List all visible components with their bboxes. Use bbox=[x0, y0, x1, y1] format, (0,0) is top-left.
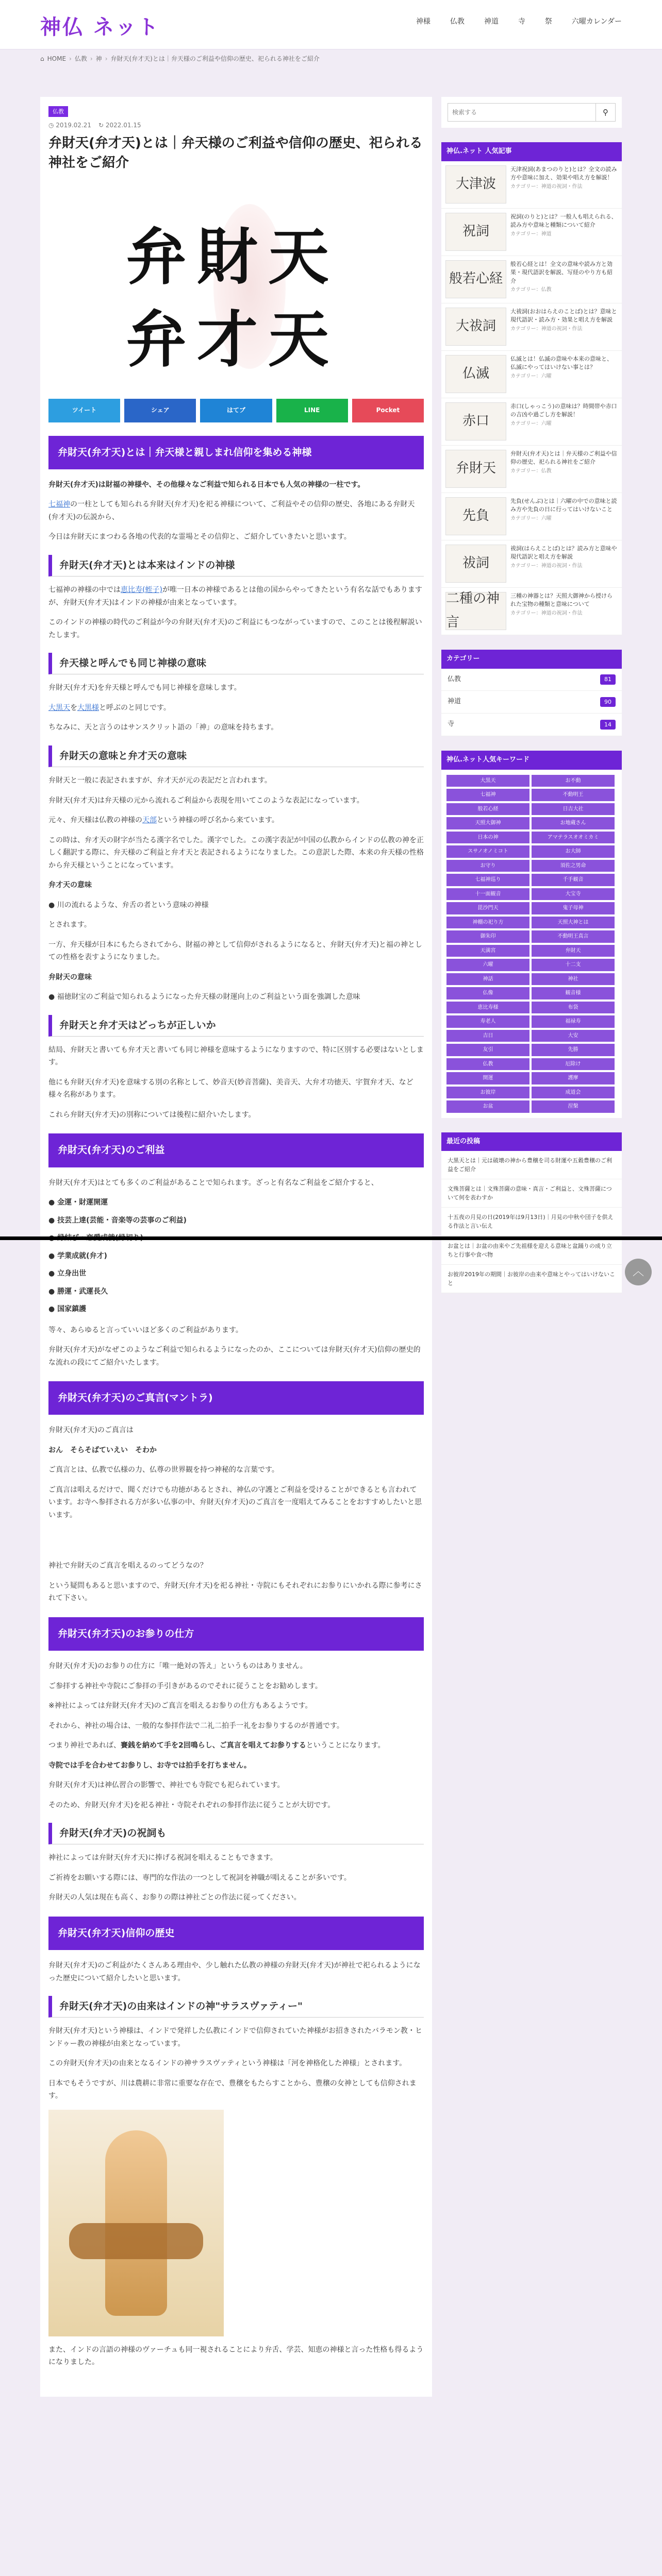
popular-title[interactable]: 大祓詞(おおはらえのことば)とは？意味と現代語訳・読み方・効果と唱え方を解説 bbox=[510, 308, 617, 324]
updated-date-value: 2022.01.15 bbox=[105, 122, 141, 129]
bullet-icon: ● bbox=[48, 901, 57, 909]
category-count: 14 bbox=[600, 720, 616, 730]
paragraph: 等々、あらゆると言っていいほど多くのご利益があります。 bbox=[48, 1326, 243, 1334]
keyword-tag[interactable]: 神話 bbox=[446, 973, 529, 986]
keyword-tag[interactable]: 布袋 bbox=[532, 1002, 615, 1014]
breadcrumb-separator: › bbox=[90, 55, 93, 62]
label: 弁才天の意味 bbox=[48, 881, 92, 890]
keyword-tag[interactable]: 成道会 bbox=[532, 1087, 615, 1099]
text: ということになります。 bbox=[306, 1741, 385, 1750]
keyword-tag[interactable]: 弁財天 bbox=[532, 945, 615, 957]
paragraph bbox=[48, 584, 424, 609]
keyword-tag[interactable]: 大黒天 bbox=[446, 775, 529, 787]
list-item-text: 立身出世 bbox=[57, 1269, 87, 1278]
recent-item[interactable]: 十五夜の月見の日(2019年は9月13日)｜月見の中秋や団子を供える作法と言い伝え bbox=[441, 1208, 622, 1236]
emphasis: 賽銭を納めて手を2回鳴らし、ご真言を唱えてお参りする bbox=[121, 1741, 306, 1750]
keyword-tag[interactable]: 神棚の祀り方 bbox=[446, 917, 529, 929]
bullet-icon: ● bbox=[48, 993, 57, 1002]
keyword-tag[interactable]: 不動明王 bbox=[532, 789, 615, 801]
hero-image bbox=[48, 183, 424, 389]
keyword-tag[interactable]: お盆 bbox=[446, 1100, 529, 1113]
subsection-heading: 弁財天と弁才天はどっちが正しいか bbox=[48, 1015, 424, 1037]
popular-item[interactable] bbox=[441, 351, 622, 398]
recent-widget bbox=[441, 1132, 622, 1293]
keyword-tag[interactable]: 十一面観音 bbox=[446, 888, 529, 901]
list-item-text: 金運・財運開運 bbox=[57, 1198, 108, 1207]
nav-item[interactable]: 神様 bbox=[416, 18, 431, 26]
bullet-text: 福徳財宝のご利益で知られるようになった弁天様の財運向上のご利益という面を強調した意味 bbox=[57, 993, 360, 1002]
keyword-tag[interactable]: 般若心経 bbox=[446, 803, 529, 816]
popular-item[interactable] bbox=[441, 303, 622, 351]
paragraph: また、インドの言語の神様のヴァーチュも同一視されることにより弁舌、学芸、知恵の神様と言った性格も得るようになりました。 bbox=[48, 2345, 424, 2367]
subsection-heading: 弁財天の意味と弁才天の意味 bbox=[48, 745, 424, 767]
popular-title[interactable]: 祓詞(はらえことば)とは？読み方と意味や現代語訳と唱え方を解説 bbox=[510, 545, 617, 561]
widget-title: カテゴリー bbox=[441, 650, 622, 669]
thumbnail[interactable]: 般若心経 bbox=[445, 260, 506, 298]
category-count: 81 bbox=[600, 674, 616, 684]
paragraph: という疑問もあると思いますので、弁財天(弁才天)を祀る神社・寺院にもそれぞれにお参りにいかれる際に参考にされて下さい。 bbox=[48, 1581, 422, 1603]
keyword-tag[interactable]: 天照大御神 bbox=[446, 817, 529, 829]
text: と呼ぶのと同じです。 bbox=[99, 703, 171, 712]
line-share-button[interactable]: LINE bbox=[276, 399, 348, 422]
keyword-tag[interactable]: 七福神 bbox=[446, 789, 529, 801]
paragraph: ご真言は唱えるだけで、聞くだけでも功徳があるとされ、神仏の守護とご利益を受けることができるとも言われています。お寺へ参拝される方が多い仏事の中、弁財天(弁才天)のご真言を一度唱えてみることをおすすめしたいと思います。 bbox=[48, 1485, 422, 1519]
popular-meta: カテゴリー：神道の祝詞・作法 bbox=[510, 563, 583, 569]
paragraph: 弁財天(弁才天)のご利益がたくさんある理由や、少し触れた仏教の神様の弁財天(弁才天)が神社で祀られるようになった歴史について紹介したいと思います。 bbox=[48, 1961, 421, 1982]
keyword-widget bbox=[441, 751, 622, 1118]
bullet-item bbox=[48, 991, 424, 1004]
breadcrumb bbox=[40, 54, 320, 64]
popular-meta: カテゴリー：六曜 bbox=[510, 515, 552, 521]
keyword-tag[interactable]: 日吉大社 bbox=[532, 803, 615, 816]
keyword-tag[interactable]: 大安 bbox=[532, 1030, 615, 1042]
category-item[interactable] bbox=[441, 691, 622, 714]
keyword-tag[interactable]: 寿老人 bbox=[446, 1015, 529, 1028]
popular-item[interactable] bbox=[441, 256, 622, 303]
category-name[interactable]: 仏教 bbox=[448, 675, 461, 683]
search-button[interactable] bbox=[596, 103, 616, 122]
widget-title: 最近の投稿 bbox=[441, 1132, 622, 1151]
recent-item[interactable]: 文殊菩薩とは｜文殊菩薩の意味・真言・ご利益と、文殊菩薩について何を表わすか bbox=[441, 1179, 622, 1208]
site-header bbox=[0, 0, 662, 49]
thumbnail[interactable]: 弁財天 bbox=[445, 450, 506, 488]
nav-item[interactable]: 六曜カレンダー bbox=[571, 18, 622, 26]
paragraph bbox=[48, 1739, 424, 1752]
list-item: ● 立身出世 bbox=[48, 1269, 87, 1278]
list-item-text: 学業成就(弁才) bbox=[57, 1251, 107, 1260]
keyword-tag[interactable]: お大師 bbox=[532, 845, 615, 858]
nav-item[interactable]: 神道 bbox=[484, 18, 499, 26]
text: という神様の呼び名から来ています。 bbox=[157, 816, 279, 825]
popular-item[interactable] bbox=[441, 588, 622, 635]
keyword-tag[interactable]: 毘沙門天 bbox=[446, 902, 529, 914]
popular-meta: カテゴリー：神道の祝詞・作法 bbox=[510, 183, 583, 190]
paragraph bbox=[48, 814, 424, 827]
keyword-tag[interactable]: 護摩 bbox=[532, 1072, 615, 1084]
keyword-tag[interactable]: お守り bbox=[446, 860, 529, 872]
popular-meta: カテゴリー：神道の祝詞・作法 bbox=[510, 326, 583, 332]
paragraph: そのため、弁財天(弁才天)を祀る神社・寺院それぞれの参拝作法に従うことが大切です。 bbox=[48, 1801, 335, 1809]
paragraph: 弁財天と一般に表記されますが、弁才天が元の表記だと言われます。 bbox=[48, 776, 272, 785]
thumbnail[interactable]: 大祓詞 bbox=[445, 308, 506, 346]
benefit-list bbox=[48, 1196, 424, 1316]
hatena-share-button[interactable]: はてブ bbox=[200, 399, 272, 422]
list-item: ● 学業成就(弁才) bbox=[48, 1251, 107, 1260]
popular-meta: カテゴリー：神道の祝詞・作法 bbox=[510, 610, 583, 616]
paragraph: ご真言とは、仏教で仏様の力、仏尊の世界観を持つ神秘的な言葉です。 bbox=[48, 1466, 279, 1475]
published-date-value: 2019.02.21 bbox=[56, 122, 92, 129]
hero-text-line1: 弁財天 bbox=[126, 221, 340, 293]
paragraph: この時は、弁才天の財字が当たる漢字名でした。漢字でした。この漢字表記が中国の仏教からインドの仏教の神を正しく翻訳する際に、弁天様のご利益と弁才天と表記されるようになりました。この意訳した際、本来の弁天様の性格から弁天様ということになっています。 bbox=[48, 836, 424, 870]
thumbnail[interactable]: 祓詞 bbox=[445, 545, 506, 583]
widget-title: 神仏.ネット 人気記事 bbox=[441, 142, 622, 161]
category-widget bbox=[441, 650, 622, 736]
breadcrumb-home[interactable]: HOME bbox=[47, 55, 67, 62]
paragraph: それから、神社の場合は、一般的な参拝作法で二礼二拍手一礼をお参りするのが普通です。 bbox=[48, 1721, 344, 1730]
paragraph: 今日は弁財天にまつわる各地の代表的な霊場とその信仰と、ご紹介していきたいと思います。 bbox=[48, 533, 351, 541]
popular-title[interactable]: 先負(せんぶ)とは｜六曜の中での意味と読み方や先負の日に行ってはいけないこと bbox=[510, 497, 617, 513]
keyword-tag[interactable]: 恵比寿様 bbox=[446, 1002, 529, 1014]
link-ebisu[interactable]: 恵比寿(蛭子) bbox=[121, 586, 162, 595]
widget-title: 神仏.ネット人気キーワード bbox=[441, 751, 622, 770]
nav-item[interactable]: 仏教 bbox=[450, 18, 465, 26]
paragraph: このインドの神様の時代のご利益が今の弁財天(弁才天)のご利益にもつながっていますので、このことは後程解説いたします。 bbox=[48, 618, 422, 639]
pocket-share-button[interactable]: Pocket bbox=[352, 399, 424, 422]
paragraph bbox=[48, 702, 424, 715]
thumbnail[interactable]: 赤口 bbox=[445, 402, 506, 440]
popular-title[interactable]: 赤口(しゃっこう)の意味は？時間帯や赤口の吉凶や過ごし方を解説！ bbox=[510, 402, 617, 418]
keyword-tag[interactable]: 御朱印 bbox=[446, 930, 529, 943]
biwa-instrument bbox=[69, 2223, 203, 2259]
paragraph: 弁財天(弁才天)という神様は、インドで発祥した仏教にインドで信仰されていた神様がお招きされたバラモン教・ヒンドゥー教の神様が由来となっています。 bbox=[48, 2027, 422, 2048]
article bbox=[40, 97, 432, 2397]
paragraph: 弁財天(弁才天)は財福の神様や、その他様々なご利益で知られる日本でも人気の神様の一柱です。 bbox=[48, 480, 365, 489]
spacer bbox=[48, 1529, 424, 1560]
paragraph: 結局、弁財天と書いても弁才天と書いても同じ神様を意味するようになりますので、特に区別する必要はないとします。 bbox=[48, 1045, 424, 1067]
keyword-tag[interactable]: 不動明王真言 bbox=[532, 930, 615, 943]
paragraph: ※神社によっては弁財天(弁才天)のご真言を唱えるお参りの仕方もあるようです。 bbox=[48, 1702, 312, 1710]
paragraph: 弁財天(弁才天)を弁天様と呼んでも同じ神様を意味します。 bbox=[48, 684, 241, 692]
subsection-heading: 弁財天(弁才天)の由来はインドの神"サラスヴァティー" bbox=[48, 1996, 424, 2018]
text: 元々、弁天様は仏教の神様の bbox=[48, 816, 142, 825]
popular-meta: カテゴリー：六曜 bbox=[510, 373, 552, 379]
bullet-text: 川の流れるような、弁舌の者という意味の神様 bbox=[57, 901, 209, 909]
paragraph: 日本でもそうですが、川は農耕に非常に重要な存在で、豊穣をもたらすことから、豊穣の女神としても信仰されます。 bbox=[48, 2079, 417, 2100]
keyword-tag[interactable]: 須佐之男命 bbox=[532, 860, 615, 872]
popular-item[interactable] bbox=[441, 493, 622, 540]
popular-title[interactable]: 仏滅とは！仏滅の意味や本来の意味と、仏滅にやってはいけない事とは？ bbox=[510, 355, 613, 371]
sidebar bbox=[441, 97, 622, 1308]
keyword-tag[interactable]: 天照大神とは bbox=[532, 917, 615, 929]
category-item[interactable] bbox=[441, 714, 622, 736]
facebook-share-button[interactable]: シェア bbox=[124, 399, 196, 422]
search-widget bbox=[441, 97, 622, 128]
popular-item[interactable] bbox=[441, 540, 622, 588]
section-heading: 弁財天(弁才天)とは｜弁天様と親しまれ信仰を集める神様 bbox=[48, 436, 424, 469]
text: を bbox=[70, 703, 77, 712]
paragraph bbox=[48, 498, 424, 523]
keyword-tag[interactable]: 六曜 bbox=[446, 959, 529, 971]
paragraph: 寺院では手を合わせてお参りし、お寺では拍手を打ちません。 bbox=[48, 1761, 251, 1770]
hero-text-line2: 弁才天 bbox=[126, 303, 340, 375]
keyword-tag[interactable]: 神社 bbox=[532, 973, 615, 986]
thumbnail[interactable]: 大津波 bbox=[445, 165, 506, 204]
category-badge[interactable]: 仏教 bbox=[48, 106, 68, 117]
paragraph: 弁財天(弁才天)のお参りの仕方に「唯一絶対の答え」というものはありません。 bbox=[48, 1662, 307, 1671]
paragraph: 一方、弁天様が日本にもたらされてから、財福の神として信仰がされるようになると、弁財天(弁才天)と福の神としての性格を表すようになりました。 bbox=[48, 940, 422, 962]
thumbnail[interactable]: 二種の神言 bbox=[445, 592, 506, 630]
keyword-tag[interactable]: 七福神巡り bbox=[446, 874, 529, 886]
section-heading: 弁財天(弁才天)のご利益 bbox=[48, 1133, 424, 1167]
popular-title[interactable]: 天津祝詞(あまつのりと)とは？全文の読み方や意味に加え、効果や唱え方を解説！ bbox=[510, 165, 617, 181]
twitter-share-button[interactable]: ツイート bbox=[48, 399, 120, 422]
keyword-tag[interactable]: 十二支 bbox=[532, 959, 615, 971]
keyword-tag[interactable]: 鬼子母神 bbox=[532, 902, 615, 914]
breadcrumb-current: 弁財天(弁才天)とは｜弁天様のご利益や信仰の歴史、祀られる神社をご紹介 bbox=[110, 55, 320, 62]
scroll-to-top-button[interactable] bbox=[625, 1259, 652, 1285]
search-input[interactable] bbox=[448, 103, 596, 122]
category-count: 90 bbox=[600, 697, 616, 707]
updated-date bbox=[98, 120, 141, 131]
thumbnail[interactable]: 先負 bbox=[445, 497, 506, 535]
link-tenbu[interactable]: 天部 bbox=[142, 816, 157, 825]
popular-meta: カテゴリー：仏教 bbox=[510, 468, 552, 474]
list-item-text: 勝運・武運長久 bbox=[57, 1287, 108, 1296]
paragraph: 弁財天(弁才天)は神仏習合の影響で、神社でも寺院でも祀られています。 bbox=[48, 1781, 285, 1790]
category-name[interactable]: 寺 bbox=[448, 720, 455, 728]
global-nav bbox=[416, 15, 622, 28]
keyword-tag[interactable]: 福禄寿 bbox=[532, 1015, 615, 1028]
paragraph: 弁財天の人気は現在も高く、お参りの際は神社ごとの作法に従ってください。 bbox=[48, 1893, 301, 1902]
clock-icon: ◷ bbox=[48, 122, 56, 129]
keyword-tag[interactable]: 友引 bbox=[446, 1044, 529, 1056]
section-heading: 弁財天(弁才天)のお参りの仕方 bbox=[48, 1617, 424, 1651]
keyword-tag[interactable]: 日本の神 bbox=[446, 832, 529, 844]
nav-item[interactable]: 祭 bbox=[544, 18, 552, 26]
paragraph: 弁財天(弁才天)はとても多くのご利益があることで知られます。ざっと有名なご利益をご紹介すると、 bbox=[48, 1178, 378, 1187]
tag-cloud bbox=[441, 770, 622, 1118]
post-dates bbox=[48, 120, 424, 131]
list-item: ● 勝運・武運長久 bbox=[48, 1287, 108, 1296]
list-item-text: 国家鎮護 bbox=[57, 1305, 87, 1314]
keyword-tag[interactable]: お彼岸 bbox=[446, 1087, 529, 1099]
text: の一柱としても知られる弁財天(弁才天)を祀る神様について、ご利益やその信仰の歴史、各地にある弁財天(弁才天)の伝説から、 bbox=[48, 500, 415, 521]
nav-item[interactable]: 寺 bbox=[518, 18, 525, 26]
breadcrumb-item[interactable]: 仏教 bbox=[74, 55, 87, 62]
section-heading: 弁財天(弁才天)信仰の歴史 bbox=[48, 1917, 424, 1950]
list-item: ● 金運・財運開運 bbox=[48, 1198, 108, 1207]
text: つまり神社であれば、 bbox=[48, 1741, 121, 1750]
published-date bbox=[48, 120, 91, 131]
recent-item[interactable]: 大黒天とは｜元は破壊の神から豊穣を司る財運や五穀豊穣のご利益をご紹介 bbox=[441, 1151, 622, 1179]
chevron-up-icon: ︿ bbox=[632, 1265, 644, 1278]
paragraph: とされます。 bbox=[48, 921, 91, 929]
list-item: ● 技芸上達(芸能・音楽等の芸事のご利益) bbox=[48, 1216, 187, 1225]
category-item[interactable] bbox=[441, 669, 622, 691]
keyword-tag[interactable]: 開運 bbox=[446, 1072, 529, 1084]
paragraph: 他にも弁財天(弁才天)を意味する別の名称として、妙音天(妙音菩薩)、美音天、大弁才功徳天、宇賀弁才天、など様々名称があります。 bbox=[48, 1078, 413, 1099]
keyword-tag[interactable]: お地蔵さん bbox=[532, 817, 615, 829]
paragraph: これら弁財天(弁才天)の別称については後程に紹介いたします。 bbox=[48, 1110, 256, 1119]
popular-widget bbox=[441, 142, 622, 635]
benzaiten-statue-image bbox=[48, 2110, 224, 2336]
bullet-item bbox=[48, 899, 424, 912]
mantra-text: おん そらそばていえい そわか bbox=[48, 1446, 157, 1454]
paragraph: この弁財天(弁才天)の由来となるインドの神サラスヴァティという神様は「河を神格化した神様」とされます。 bbox=[48, 2059, 407, 2068]
home-icon: ⌂ bbox=[40, 55, 44, 62]
breadcrumb-separator: › bbox=[105, 55, 108, 62]
page-title: 弁財天(弁才天)とは｜弁天様のご利益や信仰の歴史、祀られる神社をご紹介 bbox=[48, 135, 423, 171]
popular-title[interactable]: 般若心経とは！全文の意味や読み方と効果・現代語訳を解説、写経のやり方も紹介 bbox=[510, 260, 613, 284]
keyword-tag[interactable]: 先勝 bbox=[532, 1044, 615, 1056]
popular-title[interactable]: 祝詞(のりと)とは？一般人も唱えられる、読み方や意味と種類について紹介 bbox=[510, 213, 617, 229]
link-shichifukujin[interactable]: 七福神 bbox=[48, 500, 70, 509]
section-heading: 弁財天(弁才天)のご真言(マントラ) bbox=[48, 1381, 424, 1415]
keyword-tag[interactable]: 仏像 bbox=[446, 987, 529, 999]
popular-item[interactable] bbox=[441, 209, 622, 256]
popular-title[interactable]: 三種の神器とは？天照大御神から授けられた宝物の種類と意味について bbox=[510, 592, 613, 608]
popular-meta: カテゴリー：六曜 bbox=[510, 420, 552, 427]
subsection-heading: 弁天様と呼んでも同じ神様の意味 bbox=[48, 653, 424, 674]
site-logo[interactable]: 神仏 ネット bbox=[40, 15, 160, 39]
label: 弁財天の意味 bbox=[48, 973, 92, 981]
recent-item[interactable]: お彼岸2019年の期間｜お彼岸の由来や意味とやってはいけないこと bbox=[441, 1265, 622, 1293]
keyword-tag[interactable]: スサノオノミコト bbox=[446, 845, 529, 858]
category-name[interactable]: 神道 bbox=[448, 698, 461, 706]
screenshot-seam bbox=[0, 1236, 662, 1240]
paragraph: 弁財天(弁才天)のご真言は bbox=[48, 1426, 134, 1435]
paragraph: 神社で弁財天のご真言を唱えるのってどうなの？ bbox=[48, 1562, 207, 1570]
share-buttons bbox=[48, 399, 424, 422]
popular-title[interactable]: 弁財天(弁才天)とは｜弁天様のご利益や信仰の歴史、祀られる神社をご紹介 bbox=[510, 450, 617, 466]
popular-meta: カテゴリー：神道 bbox=[510, 231, 552, 237]
paragraph: ちなみに、天と言うのはサンスクリット語の「神」の意味を持ちます。 bbox=[48, 723, 278, 732]
recent-item[interactable]: お盆とは｜お盆の由来やご先祖様を迎える意味と盆踊りの成り立ちと行事や食べ物 bbox=[441, 1236, 622, 1265]
list-item-text: 技芸上達(芸能・音楽等の芸事のご利益) bbox=[57, 1216, 187, 1225]
paragraph: 弁財天(弁才天)がなぜこのようなご利益で知られるようになったのか、ここについては弁財天(弁才天)信仰の歴史的な流れの段にてご紹介いたします。 bbox=[48, 1346, 421, 1367]
subsection-heading: 弁財天(弁才天)とは本来はインドの神様 bbox=[48, 555, 424, 577]
refresh-icon: ↻ bbox=[98, 122, 106, 129]
thumbnail[interactable]: 仏滅 bbox=[445, 355, 506, 393]
paragraph: ご祈祷をお願いする際には、専門的な作法の一つとして祝詞を神職が唱えることが多いです。 bbox=[48, 1873, 351, 1882]
thumbnail[interactable]: 祝詞 bbox=[445, 213, 506, 251]
paragraph: 神社によっては弁財天(弁才天)に捧げる祝詞を唱えることもできます。 bbox=[48, 1854, 277, 1862]
subsection-heading: 弁財天(弁才天)の祝詞も bbox=[48, 1823, 424, 1844]
list-item: ● 国家鎮護 bbox=[48, 1305, 87, 1314]
link-daikokuten[interactable]: 大黒天 bbox=[48, 703, 70, 712]
keyword-tag[interactable]: 仏教 bbox=[446, 1058, 529, 1071]
text: が唯一日本の神様であるとは他の国からやってきたという有名な話でもありますが、弁財天(弁才天)はインドの神様が由来となっています。 bbox=[48, 586, 422, 607]
keyword-tag[interactable]: 涅槃 bbox=[532, 1100, 615, 1113]
search-icon: ⚲ bbox=[603, 107, 608, 117]
search-form bbox=[441, 97, 622, 128]
popular-item[interactable] bbox=[441, 398, 622, 446]
popular-meta: カテゴリー：仏教 bbox=[510, 287, 552, 293]
keyword-tag[interactable]: 吉日 bbox=[446, 1030, 529, 1042]
keyword-tag[interactable]: 天満宮 bbox=[446, 945, 529, 957]
keyword-tag[interactable]: 大宝寺 bbox=[532, 888, 615, 901]
keyword-tag[interactable]: お不動 bbox=[532, 775, 615, 787]
keyword-tag[interactable]: 観音様 bbox=[532, 987, 615, 999]
text: 七福神の神様の中では bbox=[48, 586, 121, 595]
keyword-tag[interactable]: 厄除け bbox=[532, 1058, 615, 1071]
popular-item[interactable] bbox=[441, 161, 622, 209]
breadcrumb-item[interactable]: 神 bbox=[95, 55, 102, 62]
paragraph: ご参拝する神社や寺院にご参拝の手引きがあるのでそれに従うことをお勧めします。 bbox=[48, 1682, 322, 1690]
breadcrumb-separator: › bbox=[69, 55, 72, 62]
paragraph: 弁財天(弁才天)は弁天様の元から流れるご利益から表現を用いてこのような表記になっています。 bbox=[48, 796, 364, 805]
keyword-tag[interactable]: 千手観音 bbox=[532, 874, 615, 886]
popular-item[interactable] bbox=[441, 446, 622, 493]
keyword-tag[interactable]: アマテラスオオミカミ bbox=[532, 832, 615, 844]
link-daikokusama[interactable]: 大黒様 bbox=[77, 703, 99, 712]
